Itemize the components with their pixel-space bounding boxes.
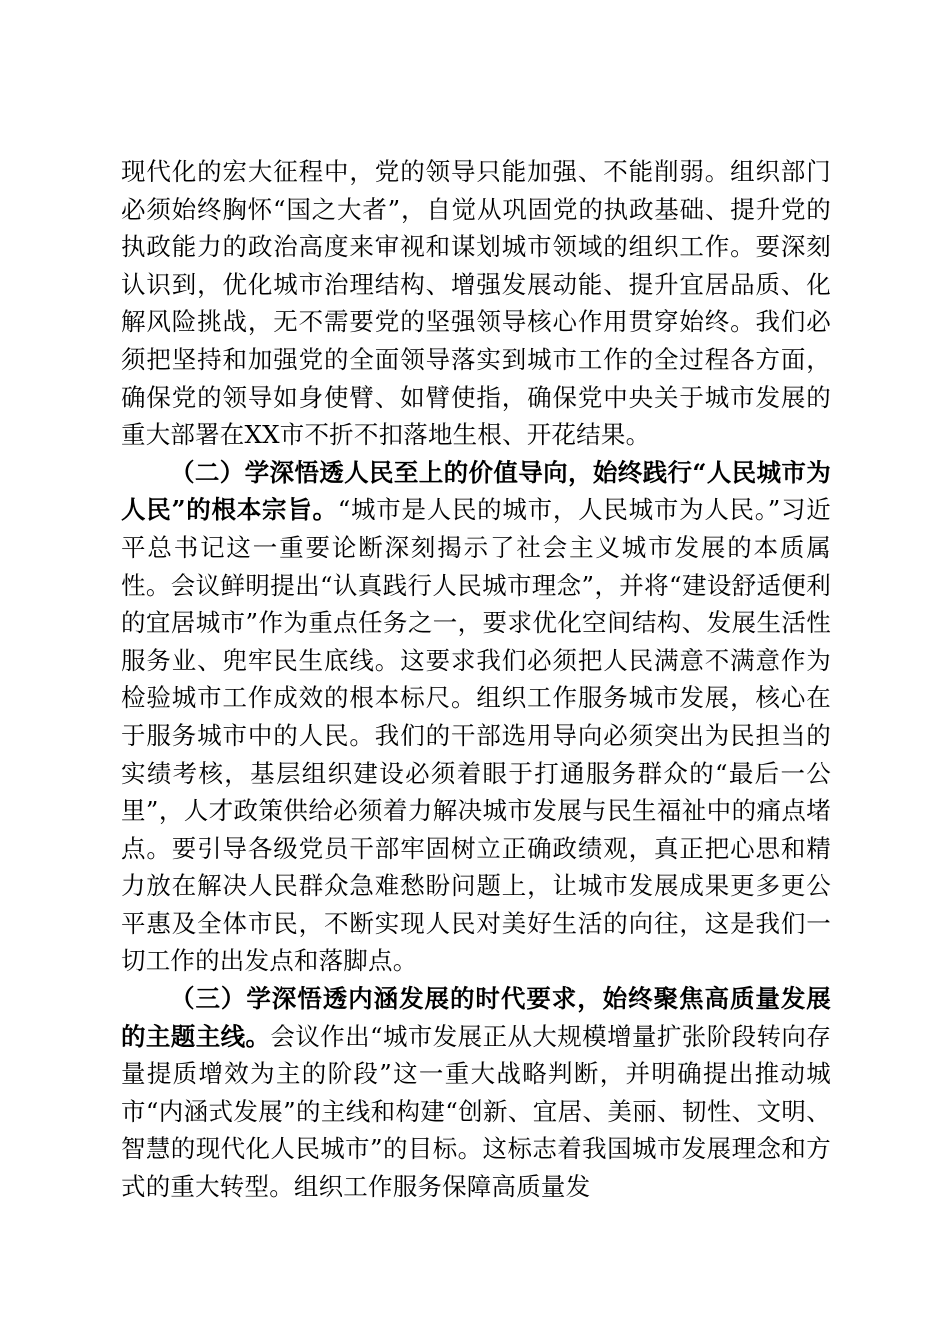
paragraph-continuation [121, 153, 831, 454]
paragraph-section-2 [121, 454, 831, 980]
paragraph-text: 会议作出“城市发展正从大规模增量扩张阶段转向存量提质增效为主的阶段”这一重大战略判断，并明确提出推动城市“内涵式发展”的主线和构建“创新、宜居、美丽、韧性、文明、智慧的现代化人民城市”的目标。这标志着我国城市发展理念和方式的重大转型。组织工作服务保障高质量发 [121, 1021, 832, 1202]
document-body [121, 153, 831, 1206]
paragraph-text: 现代化的宏大征程中，党的领导只能加强、不能削弱。组织部门必须始终胸怀“国之大者”，自觉从巩固党的执政基础、提升党的执政能力的政治高度来审视和谋划城市领域的组织工作。要深刻认识到，优化城市治理结构、增强发展动能、提升宜居品质、化解风险挑战，无不需要党的坚强领导核心作用贯穿始终。我们必须把坚持和加强党的全面领导落实到城市工作的全过程各方面，确保党的领导如身使臂、如臂使指，确保党中央关于城市发展的重大部署在XX市不折不扣落地生根、开花结果。 [121, 157, 831, 450]
section-heading: （二）学深悟透人民至上的价值导向，始终践行“人民城市为人民”的根本宗旨。 [121, 457, 831, 525]
section-heading: （三）学深悟透内涵发展的时代要求，始终聚焦高质量发展的主题主线。 [121, 984, 831, 1051]
paragraph-text: “城市是人民的城市，人民城市为人民。”习近平总书记这一重要论断深刻揭示了社会主义城市发展的本质属性。会议鲜明提出“认真践行人民城市理念”，并将“建设舒适便利的宜居城市”作为重点任务之一，要求优化空间结构、发展生活性服务业、兜牢民生底线。这要求我们必须把人民满意不满意作为检验城市工作成效的根本标尺。组织工作服务城市发展，核心在于服务城市中的人民。我们的干部选用导向必须突出为民担当的实绩考核，基层组织建设必须着眼于打通服务群众的“最后一公里”，人才政策供给必须着力解决城市发展与民生福祉中的痛点堵点。要引导各级党员干部牢固树立正确政绩观，真正把心思和精力放在解决人民群众急难愁盼问题上，让城市发展成果更多更公平惠及全体市民，不断实现人民对美好生活的向往，这是我们一切工作的出发点和落脚点。 [121, 495, 831, 976]
paragraph-section-3 [121, 980, 831, 1206]
